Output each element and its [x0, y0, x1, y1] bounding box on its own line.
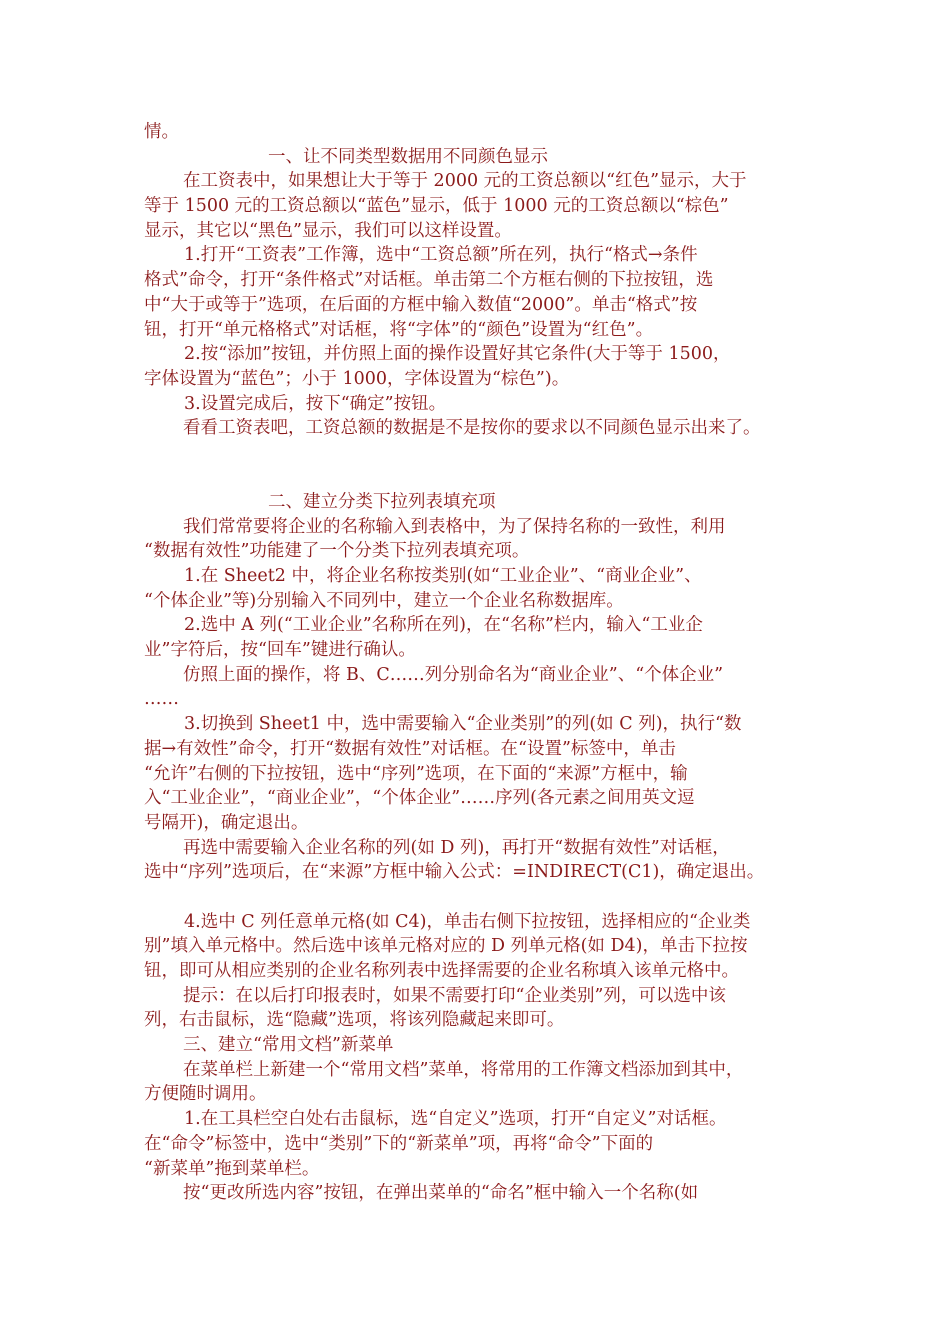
paragraph-line: 在“命令”标签中，选中“类别”下的“新菜单”项，再将“命令”下面的 [144, 1133, 654, 1154]
blank-space [144, 441, 834, 490]
paragraph-line: 中“大于或等于”选项，在后面的方框中输入数值“2000”。单击“格式”按 [144, 294, 698, 315]
paragraph-line: 提示：在以后打印报表时，如果不需要打印“企业类别”列，可以选中该 [183, 985, 726, 1006]
section-heading: 一、让不同类型数据用不同颜色显示 [268, 146, 548, 167]
paragraph-line: 1.在工具栏空白处右击鼠标，选“自定义”选项，打开“自定义”对话框。 [184, 1109, 727, 1130]
paragraph-line: 显示，其它以“黑色”显示，我们可以这样设置。 [144, 220, 512, 241]
paragraph-line: 情。 [144, 122, 179, 142]
paragraph-line: 业”字符后，按“回车”键进行确认。 [144, 640, 416, 661]
paragraph-line: 选中“序列”选项后，在“来源”方框中输入公式：=INDIRECT(C1)，确定退出。 [144, 862, 765, 883]
paragraph-line: 列，右击鼠标，选“隐藏”选项，将该列隐藏起来即可。 [144, 1010, 565, 1031]
paragraph-line: 2.按“添加”按钮，并仿照上面的操作设置好其它条件(大于等于 1500， [184, 344, 731, 365]
paragraph-line: 号隔开)，确定退出。 [144, 812, 309, 833]
paragraph-line: 方便随时调用。 [144, 1084, 267, 1105]
paragraph-line: 别”填入单元格中。然后选中该单元格对应的 D 列单元格(如 D4)，单击下拉按 [144, 936, 748, 957]
paragraph-line: 格式”命令，打开“条件格式”对话框。单击第二个方框右侧的下拉按钮，选 [144, 270, 714, 291]
paragraph-line: 字体设置为“蓝色”；小于 1000，字体设置为“棕色”)。 [144, 368, 570, 389]
paragraph-line: “新菜单”拖到菜单栏。 [144, 1158, 320, 1179]
paragraph-line: 2.选中 A 列(“工业企业”名称所在列)，在“名称”栏内，输入“工业企 [184, 615, 703, 636]
paragraph-line: 钮，即可从相应类别的企业名称列表中选择需要的企业名称填入该单元格中。 [144, 961, 739, 981]
paragraph-line: 入“工业企业”，“商业企业”，“个体企业”……序列(各元素之间用英文逗 [144, 788, 695, 809]
paragraph-line: 我们常常要将企业的名称输入到表格中，为了保持名称的一致性，利用 [183, 516, 726, 537]
section-heading: 二、建立分类下拉列表填充项 [268, 491, 496, 512]
paragraph-line: 1.打开“工资表”工作簿，选中“工资总额”所在列，执行“格式→条件 [184, 245, 698, 266]
paragraph-line: 再选中需要输入企业名称的列(如 D 列)，再打开“数据有效性”对话框， [183, 837, 730, 858]
paragraph-line: 在工资表中，如果想让大于等于 2000 元的工资总额以“红色”显示，大于 [183, 171, 747, 192]
paragraph-line: 仿照上面的操作，将 B、C……列分别命名为“商业企业”、“个体企业” [183, 664, 724, 685]
paragraph-line: 按“更改所选内容”按钮，在弹出菜单的“命名”框中输入一个名称(如 [183, 1183, 699, 1204]
paragraph-line: 据→有效性”命令，打开“数据有效性”对话框。在“设置”标签中，单击 [144, 738, 676, 759]
blank-space [144, 885, 834, 910]
paragraph-line: 在菜单栏上新建一个“常用文档”菜单，将常用的工作簿文档添加到其中， [183, 1059, 744, 1080]
paragraph-line: 看看工资表吧，工资总额的数据是不是按你的要求以不同颜色显示出来了。 [183, 418, 761, 439]
document-page [144, 120, 834, 1206]
section-heading: 三、建立“常用文档”新菜单 [183, 1035, 394, 1056]
paragraph-line: “数据有效性”功能建了一个分类下拉列表填充项。 [144, 541, 530, 562]
paragraph-line: “允许”右侧的下拉按钮，选中“序列”选项，在下面的“来源”方框中，输 [144, 763, 688, 784]
paragraph-line: 等于 1500 元的工资总额以“蓝色”显示，低于 1000 元的工资总额以“棕色” [144, 196, 729, 217]
paragraph-line: “个体企业”等)分别输入不同列中，建立一个企业名称数据库。 [144, 590, 624, 611]
paragraph-line: 3.设置完成后，按下“确定”按钮。 [184, 393, 447, 414]
paragraph-line: 钮，打开“单元格格式”对话框，将“字体”的“颜色”设置为“红色”。 [144, 319, 654, 340]
paragraph-line: 4.选中 C 列任意单元格(如 C4)，单击右侧下拉按钮，选择相应的“企业类 [184, 911, 751, 932]
paragraph-line: 1.在 Sheet2 中，将企业名称按类别(如“工业企业”、“商业企业”、 [184, 566, 702, 586]
paragraph-line: 3.切换到 Sheet1 中，选中需要输入“企业类别”的列(如 C 列)，执行“数 [184, 714, 742, 735]
paragraph-line: …… [144, 689, 179, 710]
